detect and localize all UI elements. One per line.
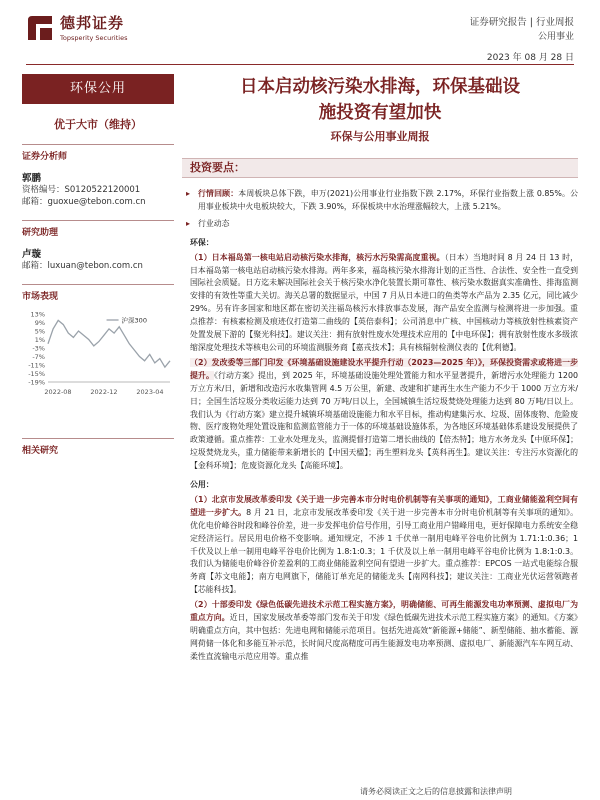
util-label: 公用： bbox=[190, 480, 214, 490]
env-label: 环保： bbox=[190, 237, 214, 247]
y-tick-label: 1% bbox=[34, 336, 45, 344]
util-item-2 bbox=[186, 599, 578, 664]
env-item-2-head: （2）发改委等三部门印发《环境基础设施建设水平提升行动（2023—2025 年）》，环保投资需求或将进一步提升。 bbox=[190, 357, 578, 380]
related-section bbox=[22, 438, 174, 456]
y-tick-label: -15% bbox=[28, 370, 45, 378]
analyst-section bbox=[22, 144, 174, 208]
report-date: 2023 年 08 月 28 日 bbox=[486, 53, 574, 63]
market-review bbox=[186, 188, 578, 214]
sector-label: 环保公用 bbox=[22, 74, 174, 104]
assistant-section bbox=[22, 220, 174, 272]
util-item-1-head: （1）北京市发展改革委印发《关于进一步完善本市分时电价机制等有关事项的通知》，工商业储能盈利空间有望进一步扩大。 bbox=[190, 494, 578, 517]
env-item-1-text: （日本）当地时间 8 月 24 日 13 时，日本福岛第一核电站启动核污染水排海。两年多来，福岛核污染水排海计划的正当性、合法性、安全性一直受到国际社会质疑。日方迄未解决国际社会关于核污染水净化装置长期可靠性、核污染水数据真实准确性、排海监测安排的有效性等重大关切。海关总署的数据显示，中国 7 月从日本进口的鱼类等水产品为 2.35 亿元，同比减少 29%。另有许多国家和地区都在密切关注福岛核污水排放事态发展，海产品安全监测与检测将进一步加强。重点推荐：有核素检测及痕迹仪打造第二曲线的【英倍泰科】；公司消息中广核、中国核动力等核放射性核素资产处置发展下游的【聚光科技】。建议关注：拥有放射性废水处理技术应用的【中电环保】；拥有放射性废水多级浓缩深度处理技术等核电公司的环境监测服务商【嘉戎技术】；具有核辐射检测仪表的【优利德】。 bbox=[190, 252, 579, 352]
report-header bbox=[0, 0, 600, 62]
main-content bbox=[182, 74, 578, 664]
footer-disclaimer: 请务必阅读正文之后的信息披露和法律声明 bbox=[360, 787, 512, 796]
assistant-title: 研究助理 bbox=[22, 228, 59, 238]
y-tick-label: 5% bbox=[34, 327, 45, 336]
report-subtitle: 环保与公用事业周报 bbox=[330, 130, 430, 143]
y-tick-label: 9% bbox=[34, 319, 45, 327]
market-chart-svg bbox=[22, 308, 174, 398]
related-title: 相关研究 bbox=[22, 446, 59, 456]
market-title: 市场表现 bbox=[22, 292, 59, 302]
brand-name-cn: 德邦证券 bbox=[60, 14, 125, 32]
util-item-1-text: 8 月 21 日，北京市发展改革委印发《关于进一步完善本市分时电价机制等有关事项的通知》。优化电价峰谷时段和峰谷价差，进一步发挥电价信号作用，引导工商业用户错峰用电，更好保障电力系统安全稳定经济运行。居民用电价格不变影响。通知规定，不涉 1 千伏单一制用电峰平谷电价比例为 1.71:1:0.36；1 千伏及以上单一制用电峰平谷电价比例为 1.8:1:0.3；1 千伏及以上单一制用电峰平谷电价比例为 1.8:1:0.3。我们认为储能电价峰谷价差盈利的工商业储能盈利空间有望进一步扩大。重点推荐：EPCOS 一站式电能综合服务商【苏文电能】；南方电网旗下，储能订单充足的储能龙头【南网科技】；建议关注：工商业光伏运营领跑者【芯能科技】。 bbox=[190, 507, 578, 595]
x-tick-label: 2022-08 bbox=[44, 388, 72, 396]
title-line-2: 施投资有望加快 bbox=[318, 103, 442, 123]
report-industry: 公用事业 bbox=[537, 32, 574, 42]
analyst-email[interactable]: 邮箱：guoxue@tebon.com.cn bbox=[22, 197, 146, 207]
analyst-name: 郭鹏 bbox=[22, 173, 42, 184]
x-tick-label: 2022-12 bbox=[90, 388, 118, 396]
industry-dynamics bbox=[186, 218, 578, 231]
market-review-text: 本周板块总体下跌，申万(2021)公用事业行业指数下跌 2.17%，环保行业指数上涨 0.85%。公用事业板块中火电板块较大，下跌 3.90%，环保板块中水治理涨幅较大，上涨 5.21%。 bbox=[198, 189, 578, 211]
y-tick-label: -7% bbox=[32, 353, 45, 361]
title-line-1: 日本启动核污染水排海，环保基础设 bbox=[240, 77, 520, 97]
market-review-label: 行情回顾： bbox=[198, 189, 239, 198]
env-item-2-text: 《行动方案》提出，到 2025 年，环境基础设施处理处置能力和水平显著提升，新增污水处理能力 1200 万立方米/日，新增和改造污水收集管网 4.5 万公里，新建、改建和扩建再生水生产能力不少于 1000 万立方米/日；全国生活垃圾分类收运能力达到 70 万吨/日以上，全国城镇生活垃圾焚烧处理能力达到 80 万吨/日以上。我们认为《行动方案》建立提升城镇环境基础设施能力和水平目标，推动构建集污水、垃圾、固体废物、危险废物、医疗废物处理处置设施和监测监管能力于一体的环境基础设施体系，为各地区环境基础体系建设发展提供了政策遵循。重点推荐：工业水处理龙头，监测提督打造第二增长曲线的【倍杰特】；地方水务龙头【中原环保】；垃圾焚烧龙头，重力储能带来新增长的【中国天楹】；再生塑料龙头【英科再生】。建议关注：专注污水资源化的【金科环境】；危废资源化龙头【高能环境】。 bbox=[190, 370, 578, 471]
env-item-1-head: （1）日本福岛第一核电站启动核污染水排海，核污水污染需高度重视。 bbox=[190, 252, 445, 262]
rating: 优于大市（维持） bbox=[54, 118, 142, 131]
legend-label: 沪深300 bbox=[121, 316, 147, 325]
env-item-2 bbox=[186, 357, 578, 473]
util-item-2-text: 近日，国家发展改革委等部门发布关于印发《绿色低碳先进技术示范工程实施方案》的通知。《方案》明确重点方向，其中包括：先进电网和储能示范项目。包括先进高效“新能源+储能”、新型储能、抽水蓄能、源网荷储一体化和多能互补示范，长时间尺度高精度可再生能源发电功率预测、虚拟电厂、新能源汽车车网互动、柔性直流输电示范应用等。重点推 bbox=[190, 613, 578, 661]
key-points-body bbox=[182, 188, 578, 664]
header-divider bbox=[26, 64, 574, 65]
report-type: 证券研究报告 | 行业周报 bbox=[469, 17, 574, 28]
x-tick-label: 2023-04 bbox=[136, 388, 164, 396]
util-item-2-head: （2）十部委印发《绿色低碳先进技术示范工程实施方案》，明确储能、可再生能源发电功率预测、虚拟电厂为重点方向。 bbox=[190, 600, 578, 623]
series-line-hs300 bbox=[48, 320, 170, 367]
assistant-email[interactable]: 邮箱：luxuan@tebon.com.cn bbox=[22, 261, 143, 271]
y-tick-label: -19% bbox=[28, 378, 45, 387]
y-tick-label: -3% bbox=[32, 344, 45, 353]
util-item-1 bbox=[186, 494, 578, 597]
analyst-title: 证券分析师 bbox=[22, 152, 68, 162]
y-tick-label: -11% bbox=[28, 361, 45, 370]
brand-logo-icon bbox=[26, 14, 54, 42]
y-tick-label: 13% bbox=[30, 310, 45, 319]
analyst-cert: 资格编号：S0120522120001 bbox=[22, 185, 141, 195]
assistant-name: 卢璇 bbox=[22, 249, 42, 260]
report-title bbox=[182, 74, 578, 126]
key-points-heading: 投资要点： bbox=[182, 158, 578, 178]
report-meta bbox=[470, 16, 574, 44]
industry-dynamics-label: 行业动态 bbox=[198, 218, 230, 228]
market-section bbox=[22, 284, 174, 398]
brand-logo bbox=[26, 12, 186, 52]
market-chart bbox=[22, 308, 174, 398]
brand-name-en: Topsperity Securities bbox=[60, 34, 128, 42]
sidebar bbox=[22, 74, 174, 460]
env-item-1 bbox=[186, 252, 578, 355]
